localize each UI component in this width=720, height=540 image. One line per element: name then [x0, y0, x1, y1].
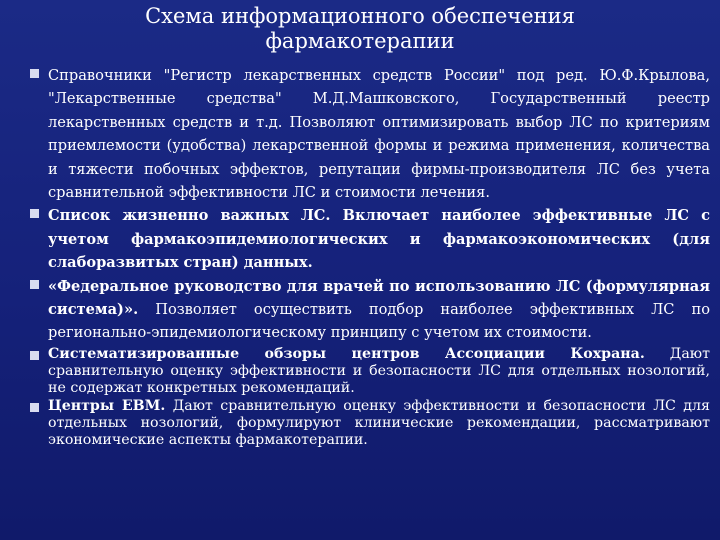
square-bullet-icon	[30, 403, 39, 412]
bullet-list	[30, 64, 710, 449]
title-line-2: фармакотерапии	[265, 29, 455, 53]
item-bold-text: Систематизированные обзоры центров Ассоциации Кохрана.	[48, 345, 645, 362]
square-bullet-icon	[30, 209, 39, 218]
item-bold-text: «Федеральное руководство для врачей по использованию ЛС (формулярная система)».	[48, 277, 710, 319]
item-bold-text: Список жизненно важных ЛС. Включает наиболее эффективные ЛС с учетом фармакоэпидемиологических и фармакоэкономических (для слаборазвитых стран) данных.	[48, 207, 710, 272]
square-bullet-icon	[30, 280, 39, 289]
item-text: Дают сравнительную оценку эффективности и безопасности ЛС для отдельных нозологий, не содержат конкретных рекомендаций.	[48, 345, 710, 396]
list-item-reference-books	[30, 64, 710, 204]
square-bullet-icon	[30, 69, 39, 78]
list-item-ebm-centers	[30, 398, 710, 449]
list-item-federal-guide	[30, 275, 710, 345]
item-bold-text: Центры ЕВМ.	[48, 397, 166, 414]
item-text: Позволяет осуществить подбор наиболее эффективных ЛС по регионально-эпидемиологическому принципу с учетом их стоимости.	[48, 301, 710, 342]
list-item-essential-drugs	[30, 204, 710, 274]
square-bullet-icon	[30, 351, 39, 360]
list-item-cochrane-reviews	[30, 346, 710, 397]
item-text: Дают сравнительную оценку эффективности и безопасности ЛС для отдельных нозологий, формулируют клинические рекомендации, рассматривают экономические аспекты фармакотерапии.	[48, 397, 710, 448]
slide-title	[0, 4, 720, 54]
title-line-1: Схема информационного обеспечения	[145, 4, 575, 28]
item-text: Справочники "Регистр лекарственных средств России" под ред. Ю.Ф.Крылова, "Лекарственные средства" М.Д.Машковского, Государственный реестр лекарственных средств и т.д. Позволяют оптимизировать выбор ЛС по критериям приемлемости (удобства) лекарственной формы и режима применения, количества и тяжести побочных эффектов, репутации фирмы-производителя ЛС без учета сравнительной эффективности ЛС и стоимости лечения.	[48, 67, 710, 202]
